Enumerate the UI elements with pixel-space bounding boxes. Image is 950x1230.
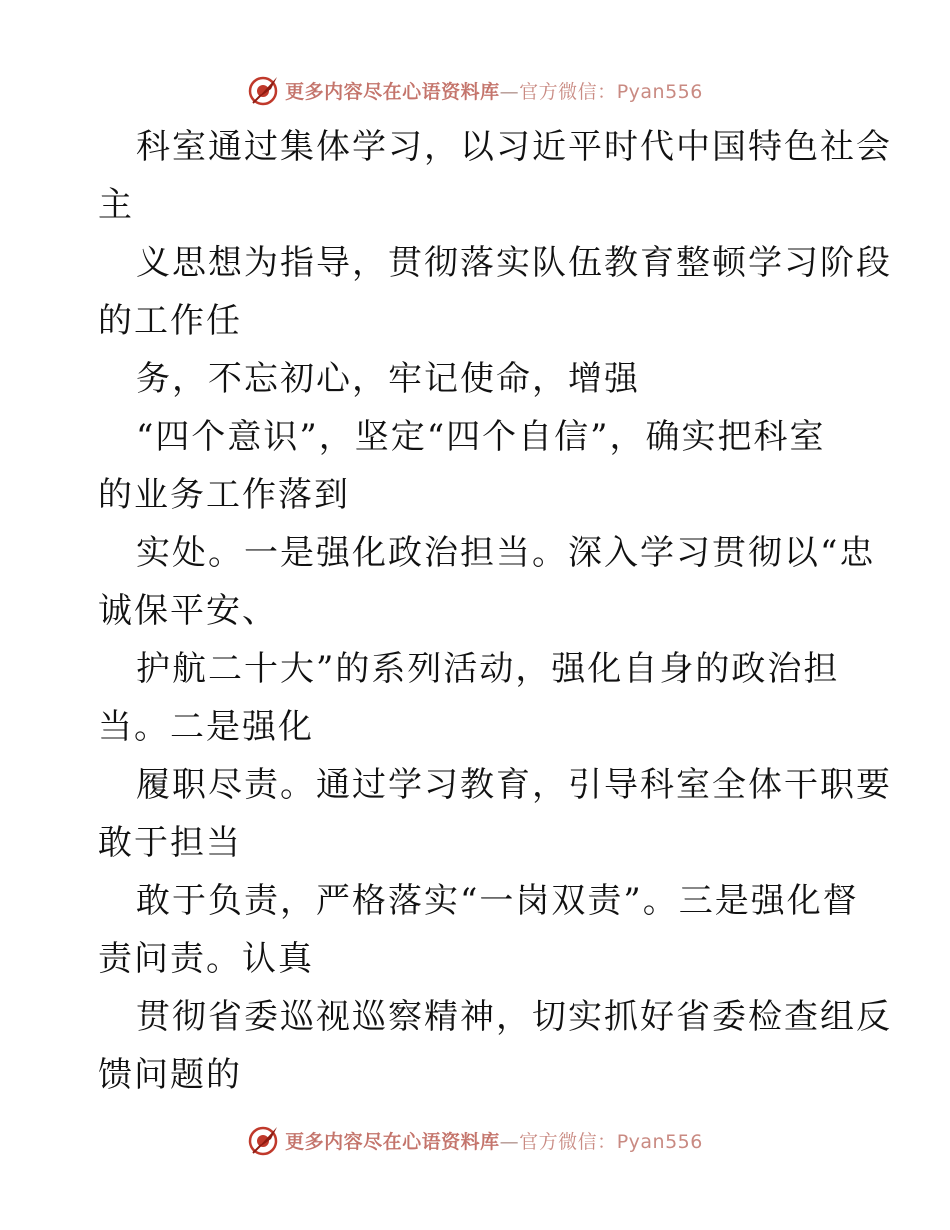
watermark-dash: — [499,80,520,103]
text-line: 科室通过集体学习，以习近平时代中国特色社会 [136,127,892,167]
text-line: 主 [98,185,134,225]
text-line: 履职尽责。通过学习教育，引导科室全体干职要 [136,765,892,805]
text-line: 诚保平安、 [98,591,278,631]
text-line: “四个意识”，坚定“四个自信”，确实把科室 [136,417,826,457]
watermark-wechat-id: Pyan556 [616,1130,703,1153]
text-line: 护航二十大”的系列活动，强化自身的政治担 [136,649,840,689]
text-line: 实处。一是强化政治担当。深入学习贯彻以“忠 [136,533,876,573]
watermark-wechat-id: Pyan556 [616,80,703,103]
text-line: 的业务工作落到 [98,475,350,515]
watermark-wechat-label: 官方微信： [519,80,617,103]
watermark-text [285,77,703,104]
text-line: 义思想为指导，贯彻落实队伍教育整顿学习阶段 [136,243,892,283]
header-watermark [0,70,950,110]
quill-logo-icon [247,73,281,107]
text-line: 敢于负责，严格落实“一岗双责”。三是强化督 [136,881,859,921]
document-body [98,118,892,1104]
quill-logo-icon [247,1123,281,1157]
text-line: 贯彻省委巡视巡察精神，切实抓好省委检查组反 [136,997,892,1037]
watermark-text [285,1127,703,1154]
text-line: 的工作任 [98,301,242,341]
watermark-dash: — [499,1130,520,1153]
watermark-wechat-label: 官方微信： [519,1130,617,1153]
text-line: 馈问题的 [98,1055,242,1095]
watermark-main: 更多内容尽在心语资料库 [285,1130,500,1153]
text-line: 敢于担当 [98,823,242,863]
watermark-main: 更多内容尽在心语资料库 [285,80,500,103]
footer-watermark [0,1120,950,1160]
text-line: 当。二是强化 [98,707,314,747]
text-line: 责问责。认真 [98,939,314,979]
text-line: 务，不忘初心，牢记使命，增强 [136,359,640,399]
